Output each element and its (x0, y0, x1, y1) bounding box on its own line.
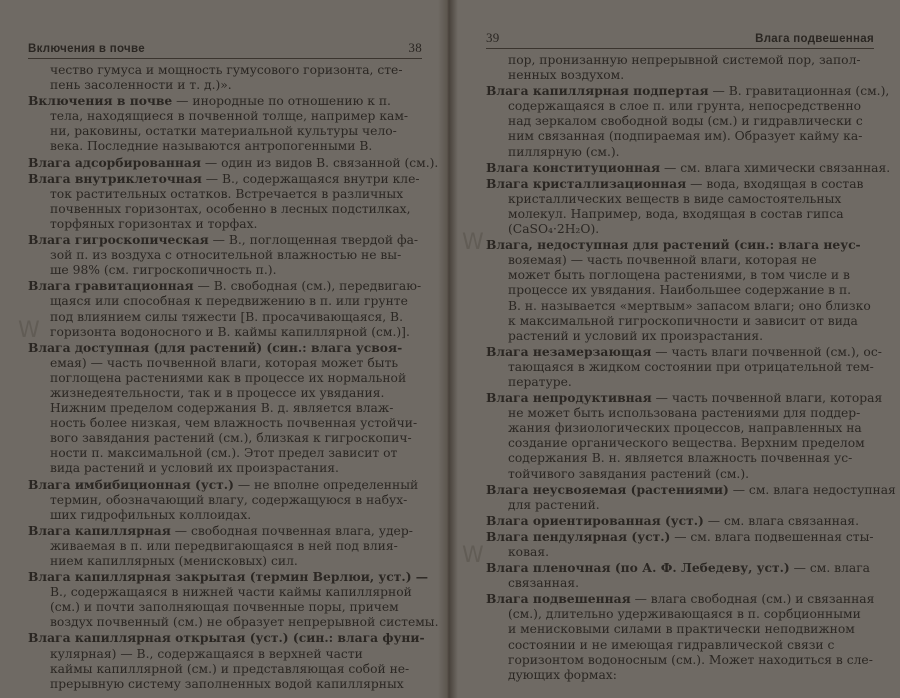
right-page-number: 39 (486, 30, 500, 45)
text-line: емая) — часть почвенной влаги, которая может быть (50, 355, 399, 370)
text-line: горизонта водоносного и В. каймы капиллярной (см.)]. (50, 324, 410, 339)
text-line: Влага пленочная (по А. Ф. Лебедеву, уст.) — см. влага (486, 560, 870, 576)
text-line: чество гумуса и мощность гумусового горизонта, сте- (50, 63, 403, 77)
text-line: зой п. из воздуха с относительной влажностью не вы- (50, 248, 402, 263)
text-line: может быть поглощена растениями, в том числе и в (508, 268, 850, 283)
text-line: Нижним пределом содержания В. д. является влаж- (50, 401, 394, 416)
text-line: пень засоленности и т. д.)». (50, 78, 232, 93)
text-line: связанная. (508, 576, 579, 591)
text-line: пературе. (508, 374, 572, 389)
text-line: Влага капиллярная подпертая — В. гравитационная (см.), (486, 83, 890, 99)
text-line: ность более низкая, чем влажность почвенная устойчи- (50, 416, 418, 431)
text-line: живаемая в п. или передвигающаяся в ней под влия- (50, 538, 398, 553)
text-line: нием капиллярных (менисковых) сил. (50, 554, 298, 568)
text-line: ковая. (508, 545, 550, 559)
text-line: жания физиологических процессов, направленных на (508, 421, 862, 436)
text-line: ших гидрофильных коллоидах. (50, 507, 252, 522)
left-running-head (28, 40, 422, 59)
text-line: века. Последние называются антропогенными В. (50, 139, 373, 154)
text-line: Влага кристаллизационная — вода, входящая в состав (486, 175, 864, 191)
text-line: и менисковыми силами в практически неподвижном (508, 622, 855, 637)
right-running-head (486, 30, 874, 49)
text-line: жизнедеятельности, так и в процессе их увядания. (50, 385, 385, 400)
text-line: Влага неусвояемая (растениями) — см. влага недоступная (486, 481, 896, 497)
text-line: ни, раковины, остатки материальной культуры чело- (50, 124, 397, 139)
text-line: тающаяся в жидком состоянии при отрицательной тем- (508, 359, 874, 374)
text-line: Влага непродуктивная — часть почвенной влаги, которая (486, 390, 883, 406)
text-line: горизонтом водоносным (см.). Может находиться в сле- (508, 652, 873, 667)
text-line: Влага, недоступная для растений (син.: влага неус- (486, 237, 861, 253)
text-line: Влага имбибиционная (уст.) — не вполне определенный (28, 476, 419, 492)
text-line: торфяных горизонтах и торфах. (50, 216, 258, 231)
text-line: В., содержащаяся в нижней части каймы капиллярной (50, 585, 412, 600)
text-line: содержания В. н. является влажность почвенная ус- (508, 451, 853, 466)
text-line: ше 98% (см. гигроскопичность п.). (50, 263, 277, 278)
text-line: ненных воздухом. (508, 68, 625, 83)
text-line: щаяся или способная к передвижению в п. или грунте (50, 294, 408, 309)
text-line: воздух почвенный (см.) не образует непрерывной системы. (50, 615, 439, 630)
pencil-check-mark-right-2: W (462, 543, 484, 568)
text-line: кулярная) — В., содержащаяся в верхней части (50, 646, 363, 661)
text-line: кристаллических веществ в виде самостоятельных (508, 191, 842, 206)
left-header-title: Включения в почве (28, 43, 145, 55)
text-line: Влага адсорбированная — один из видов В. связанной (см.). (28, 154, 439, 170)
text-line: каймы капиллярной (см.) и представляющая собой не- (50, 661, 410, 676)
left-page (0, 0, 440, 698)
text-line: под влиянием силы тяжести [В. просачивающаяся, В. (50, 309, 404, 324)
text-line: дующих формах: (508, 667, 617, 682)
text-line: ток растительных остатков. Встречается в различных (50, 186, 404, 201)
book-gutter (438, 0, 458, 698)
text-line: Влага ориентированная (уст.) — см. влага связанная. (486, 512, 859, 528)
text-line: ности п. максимальной (см.). Этот предел зависит от (50, 446, 398, 461)
text-line: Влага конституционная — см. влага химически связанная. (486, 159, 891, 175)
text-line: Влага капиллярная закрытая (термин Верлюи, уст.) — (28, 569, 429, 585)
pencil-check-mark-right-1: W (462, 230, 484, 255)
text-line: состоянии и не имеющая гидравлической связи с (508, 637, 835, 652)
text-line: (см.) и почти заполняющая почвенные поры, причем (50, 600, 399, 615)
text-line: В. н. называется «мертвым» запасом влаги; оно близко (508, 298, 871, 313)
text-line: для растений. (508, 497, 600, 512)
text-line: молекул. Например, вода, входящая в состав гипса (508, 206, 844, 221)
text-line: пор, пронизанную непрерывной системой пор, запол- (508, 53, 861, 67)
text-line: Влага капиллярная открытая (уст.) (син.: влага фуни- (28, 630, 425, 646)
text-line: тойчивого завядания растений (см.). (508, 466, 750, 481)
text-line: термин, обозначающий влагу, содержащуюся в набух- (50, 492, 408, 507)
text-line: прерывную систему заполненных водой капиллярных (50, 676, 404, 691)
text-line: пиллярную (см.). (508, 144, 620, 159)
text-line: вида растений и условий их произрастания. (50, 461, 339, 476)
text-line: (CaSO₄·2H₂O). (508, 222, 600, 237)
text-line: поглощена растениями как в процессе их нормальной (50, 370, 407, 385)
text-line: Влага подвешенная — влага свободная (см.) и связанная (486, 591, 875, 607)
text-line: Влага пендулярная (уст.) — см. влага подвешенная сты- (486, 528, 874, 544)
left-page-text (28, 63, 439, 692)
text-line: содержащаяся в слое п. или грунта, непосредственно (508, 99, 862, 114)
text-line: вояемая) — часть почвенной влаги, которая не (508, 253, 817, 268)
text-line: к максимальной гигроскопичности и зависит от вида (508, 313, 858, 328)
text-line: Влага внутриклеточная — В., содержащаяся внутри кле- (28, 170, 420, 186)
text-line: Влага гигроскопическая — В., поглощенная твердой фа- (28, 232, 419, 248)
right-header-title: Влага подвешенная (755, 33, 874, 45)
text-line: над зеркалом свободной воды (см.) и гидравлически с (508, 114, 863, 129)
text-line: Включения в почве — инородные по отношению к п. (28, 93, 391, 109)
pencil-check-mark-left: W (18, 318, 40, 343)
text-line: почвенных горизонтах, особенно в лесных подстилках, (50, 201, 411, 216)
text-line: Влага гравитационная — В. свободная (см.), передвигаю- (28, 278, 422, 294)
text-line: создание органического вещества. Верхним пределом (508, 436, 865, 451)
text-line: Влага доступная (для растений) (син.: влага усвоя- (28, 339, 403, 355)
text-line: вого завядания растений (см.), близкая к гигроскопич- (50, 431, 412, 446)
text-line: не может быть использована растениями для поддер- (508, 406, 861, 421)
text-line: (см.), длительно удерживающаяся в п. сорбционными (508, 607, 861, 622)
right-page-text (486, 53, 896, 683)
text-line: процессе их увядания. Наибольшее содержание в п. (508, 283, 852, 298)
text-line: Влага незамерзающая — часть влаги почвенной (см.), ос- (486, 343, 882, 359)
text-line: ним связанная (подпираемая им). Образует кайму ка- (508, 129, 863, 144)
left-page-number: 38 (408, 40, 422, 55)
text-line: тела, находящиеся в почвенной толще, например кам- (50, 109, 409, 124)
right-page (456, 0, 900, 698)
text-line: Влага капиллярная — свободная почвенная влага, удер- (28, 522, 413, 538)
text-line: растений и условий их произрастания. (508, 328, 764, 343)
